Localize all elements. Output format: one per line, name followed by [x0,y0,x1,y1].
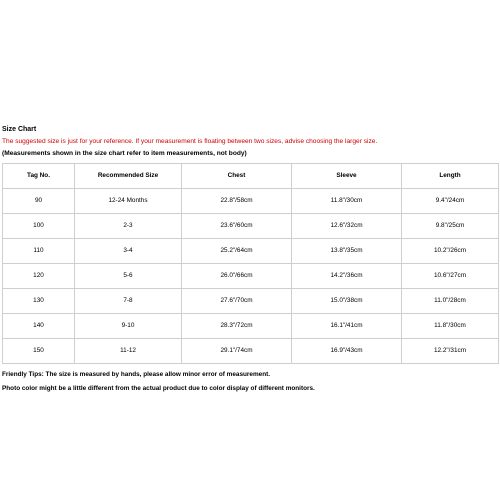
cell-tag-no: 140 [3,314,75,339]
size-chart-title: Size Chart [2,126,37,133]
cell-length: 9.8"/25cm [402,214,499,239]
cell-recommended-size: 7-8 [75,289,182,314]
cell-sleeve: 16.9"/43cm [292,339,402,364]
cell-length: 12.2"/31cm [402,339,499,364]
cell-tag-no: 130 [3,289,75,314]
table-row [3,314,499,339]
table-row [3,189,499,214]
size-table [2,163,499,364]
measurement-note: (Measurements shown in the size chart refer to item measurements, not body) [2,150,247,157]
cell-chest: 26.0"/66cm [182,264,292,289]
header-sleeve: Sleeve [292,164,402,189]
cell-chest: 29.1"/74cm [182,339,292,364]
cell-recommended-size: 2-3 [75,214,182,239]
cell-length: 10.2"/26cm [402,239,499,264]
cell-chest: 27.6"/70cm [182,289,292,314]
cell-chest: 25.2"/64cm [182,239,292,264]
cell-sleeve: 12.6"/32cm [292,214,402,239]
cell-tag-no: 110 [3,239,75,264]
cell-tag-no: 120 [3,264,75,289]
reference-note: The suggested size is just for your reference. If your measurement is floating between two sizes, advise choosing the larger size. [2,138,378,145]
photo-color-note: Photo color might be a little different from the actual product due to color display of different monitors. [2,385,315,392]
cell-recommended-size: 12-24 Months [75,189,182,214]
cell-recommended-size: 9-10 [75,314,182,339]
cell-chest: 22.8"/58cm [182,189,292,214]
cell-length: 11.0"/28cm [402,289,499,314]
size-chart-section [2,125,498,398]
header-length: Length [402,164,499,189]
cell-length: 11.8"/30cm [402,314,499,339]
table-row [3,339,499,364]
table-row [3,264,499,289]
cell-tag-no: 100 [3,214,75,239]
cell-recommended-size: 11-12 [75,339,182,364]
table-row [3,289,499,314]
cell-sleeve: 16.1"/41cm [292,314,402,339]
header-recommended-size: Recommended Size [75,164,182,189]
cell-recommended-size: 5-6 [75,264,182,289]
table-header-row [3,164,499,189]
cell-sleeve: 13.8"/35cm [292,239,402,264]
table-row [3,214,499,239]
cell-recommended-size: 3-4 [75,239,182,264]
cell-chest: 28.3"/72cm [182,314,292,339]
tips-section [2,370,498,393]
cell-length: 9.4"/24cm [402,189,499,214]
cell-sleeve: 15.0"/38cm [292,289,402,314]
cell-sleeve: 11.8"/30cm [292,189,402,214]
table-row [3,239,499,264]
cell-sleeve: 14.2"/36cm [292,264,402,289]
cell-tag-no: 90 [3,189,75,214]
cell-chest: 23.6"/60cm [182,214,292,239]
friendly-tips-text: Friendly Tips: The size is measured by hands, please allow minor error of measurement. [2,371,271,378]
header-chest: Chest [182,164,292,189]
cell-length: 10.6"/27cm [402,264,499,289]
header-tag-no: Tag No. [3,164,75,189]
cell-tag-no: 150 [3,339,75,364]
